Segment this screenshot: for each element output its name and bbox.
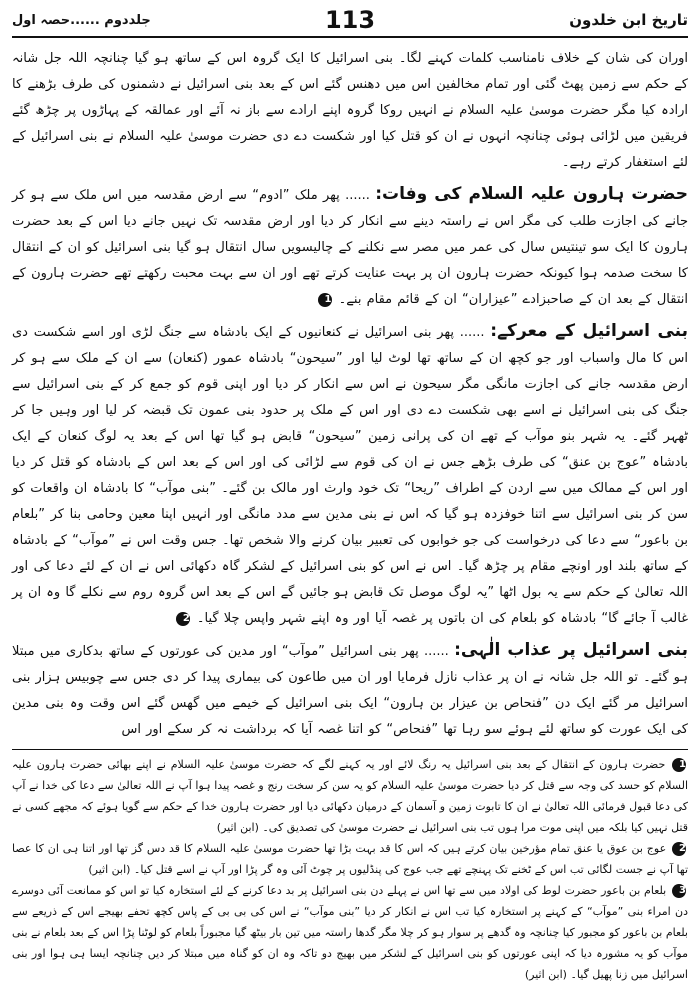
- section-heading: بنی اسرائیل کے معرکے:: [490, 321, 688, 341]
- volume-label: جلددوم ......حصہ اول: [12, 12, 151, 28]
- footnote: [12, 880, 688, 985]
- paragraph-punishment: [12, 636, 688, 743]
- paragraph-text: ...... پھر بنی اسرائیل نے کنعانیوں کے ایک بادشاہ سے جنگ لڑی اور اسے شکست دی اس کا مال واسباب اور جو کچھ ان کے ساتھ تھا لوٹ لیا اور ”سیحون“ بادشاہ عمور (کنعان) سے ان کے ملک سے ہو کر ارض مقدسہ جانے کی اجازت مانگی مگر سیحون نے اس سے انکار کر دیا اور اپنی قوم کو جمع کر کے بنی اسرائیل سے جنگ کی بنی اسرائیل نے اسے بھی شکست دے دی اور اس کے ملک پر حدود بنی عمون تک قبضہ کر لیا اور وہیں جا کر ٹھہر گئے۔ یہ شہر بنو موآب کے تھے ان کی پرانی زمین ”سیحون“ قابض ہو گیا تھا اس کے بعد یہ لوگ کنعان کے ایک بادشاہ ”عوج بن عنق“ کی طرف بڑھے جس نے ان کی قوم سے لڑائی کی اور اس کے بعد اس کے بادشاہ کو قتل کر دیا اور اس کے ممالک میں سے اردن کے اطراف ”ریحا“ تک خود وارث اور مالک بن گئے۔ ”بنی موآب“ کا بادشاہ ان واقعات کو سن کر بنی اسرائیل سے اتنا خوفزدہ ہو گیا کہ اس نے بنی مدین سے مدد مانگی اور انہیں اپنا معین وحامی بنا کر ”بلعام بن باعور“ سے دعا کی درخواست کی جو خوابوں کی تعبیر بیان کرنے والا شخص تھا۔ جس وقت اس نے ”موآب“ کے بادشاہ کے ساتھ بلند اور اونچے مقام پر چڑھ گیا۔ اس نے اس کو بنی اسرائیل کے لشکر گاہ دکھائی اس نے ان کے لئے دعا کی اور اللہ تعالیٰ کے حکم سے یہ بول اٹھا ”یہ لوگ موصل تک قابض ہو جائیں گے اس کے بعد اس گروہ روم سے نکلے گا وہ ان پر غالب آ جائے گا“ بادشاہ کو بلعام کی ان باتوں پر غصہ آیا اور وہ اپنے شہر واپس چلا گیا۔: [12, 325, 688, 626]
- section-heading: بنی اسرائیل پر عذاب الٰہی:: [454, 640, 688, 660]
- paragraph-text: ...... پھر ملک ”ادوم“ سے ارض مقدسہ میں اس ملک سے ہو کر جانے کی اجازت طلب کی مگر اس نے راستہ دینے سے انکار کر دیا اور ارض مقدسہ تک نہیں جانے دیا اس کے بعد حضرت ہارون کا ایک سو تینتیس سال کی عمر میں مصر سے نکلنے کے چالیسویں سال انتقال ہو گیا بنی اسرائیل کو ان کے انتقال کا سخت صدمہ ہوا کیونکہ حضرت ہارون ان پر بہت عنایت کرتے تھے اور ان سے بہت محبت رکھتے تھے حضرت ہارون کے انتقال کے بعد ان کے صاحبزادے ”عیزاران“ ان کے قائم مقام بنے۔: [12, 188, 688, 307]
- footnote-text: عوج بن عوق یا عنق تمام مؤرخین بیان کرتے ہیں کہ اس کا قد بہت بڑا تھا حضرت موسیٰ علیہ السلام کا قد دس گز تھا اور اتنا ہی ان کا عصا تھا آپ نے جست لگائی تب اس کے ٹخنے تک پہنچے تھے جب عوج کی پنڈلیوں پر چوٹ آئی وہ گر پڑا اور آپ نے اسے قتل کیا۔ (ابن اثیر): [12, 842, 688, 876]
- footnote-text: حضرت ہارون کے انتقال کے بعد بنی اسرائیل یہ رنگ لائے اور یہ کہنے لگے کہ حضرت موسیٰ علیہ السلام نے اپنے بھائی حضرت ہارون علیہ السلام کو حسد کی وجہ سے قتل کر دیا حضرت موسیٰ علیہ السلام کو یہ سن کر سخت رنج و غصہ پیدا ہوا آپ نے اللہ تعالیٰ سے دعا کی خدا نے آپ کی دعا قبول فرمائی اللہ تعالیٰ نے ان کا تابوت زمین و آسمان کے درمیان دکھائی دیا اور حضرت ہارون خدا کے حکم سے گویا ہوئے کہ مجھے کسی نے قتل نہیں کیا بلکہ میں اپنی موت مرا ہوں تب بنی اسرائیل نے حضرت موسیٰ کی تصدیق کی۔ (ابن اثیر): [12, 758, 688, 834]
- footnote: [12, 838, 688, 880]
- footnote-number: 1: [672, 758, 686, 772]
- paragraph-intro: [12, 46, 688, 176]
- footnote-number: 2: [672, 842, 686, 856]
- footnote-text: بلعام بن باعور حضرت لوط کی اولاد میں سے تھا اس نے پہلے دن بنی اسرائیل پر بد دعا کرنے کے لئے استخارہ کیا تو اس کو ممانعت آئی دوسرے دن امراء بنی ”موآب“ کے کہنے پر استخارہ کیا تب اس نے انکار کر دیا ”بنی موآب“ نے اس کی بی بی کے پاس کچھ تحفے بھیجے اس کے ذریعے سے بلعام بن باعور کو مجبور کیا چنانچہ وہ گدھے پر سوار ہو کر چلا مگر گدھا راستہ میں تین بار بیٹھ گیا مجبوراً بلعام کو لوٹنا پڑا اس کے بعد بلعام نے بنی موآب کو یہ مشورہ دیا کہ اپنی عورتوں کو بنی اسرائیل کے لشکر میں بھیج دو تاکہ وہ ان کو گناہ میں مبتلا کر دیں چنانچہ ایسا ہی ہوا اور بنی اسرائیل میں زنا پھیل گیا۔ (ابن اثیر): [11, 884, 688, 981]
- page-header: [12, 4, 688, 38]
- main-text: [12, 46, 688, 985]
- footnote-marker[interactable]: 2: [176, 612, 190, 626]
- paragraph-battles: [12, 317, 688, 632]
- section-heading: حضرت ہارون علیہ السلام کی وفات:: [375, 184, 688, 204]
- page-number: 113: [324, 6, 376, 34]
- footnote-number: 3: [672, 884, 686, 898]
- footnotes: [12, 754, 688, 985]
- paragraph-text: اوران کی شان کے خلاف نامناسب کلمات کہنے لگا۔ بنی اسرائیل کا ایک گروہ اس کے ساتھ ہو گیا چنانچہ اللہ جل شانہ کے حکم سے زمین پھٹ گئی اور تمام مخالفین اس میں دھنس گئے اس کے بعد بنی اسرائیل نے دشمنوں کی طرف بڑھنے کا ارادہ کیا مگر حضرت موسیٰ علیہ السلام نے انہیں روکا گروہ اپنے ارادے سے باز نہ آئے اور عمالقہ کے پہاڑوں پر چڑھ گئے فریقین میں لڑائی ہوئی چنانچہ انہوں نے ان کو قتل کیا اور شکست دے دی حضرت موسیٰ علیہ السلام نے بنی اسرائیل کے لئے استغفار کرتے رہے۔: [12, 51, 688, 170]
- footnote-marker[interactable]: 1: [318, 293, 332, 307]
- paragraph-haroon-death: [12, 180, 688, 313]
- paragraph-text: ...... پھر بنی اسرائیل ”موآب“ اور مدین کی عورتوں کے ساتھ بدکاری میں مبتلا ہو گئے۔ تو اللہ جل شانہ نے ان پر عذاب نازل فرمایا اور ان میں طاعون کی بیماری پیدا کر دی جس سے چوبیس ہزار بنی اسرائیل مر گئے ایک دن ”فنحاص بن عیزار بن ہارون“ ایک بنی اسرائیل کے خیمے میں گھس گئے اس وقت وہ بنی مدین کی ایک عورت کو ساتھ لئے ہوئے سو رہا تھا ”فنحاص“ کو اتنا غصہ آیا کہ برداشت نہ کر سکے اور اس: [12, 644, 688, 737]
- book-title: تاریخ ابن خلدون: [569, 11, 688, 29]
- footnote: [12, 754, 688, 838]
- footnote-divider: [12, 749, 688, 750]
